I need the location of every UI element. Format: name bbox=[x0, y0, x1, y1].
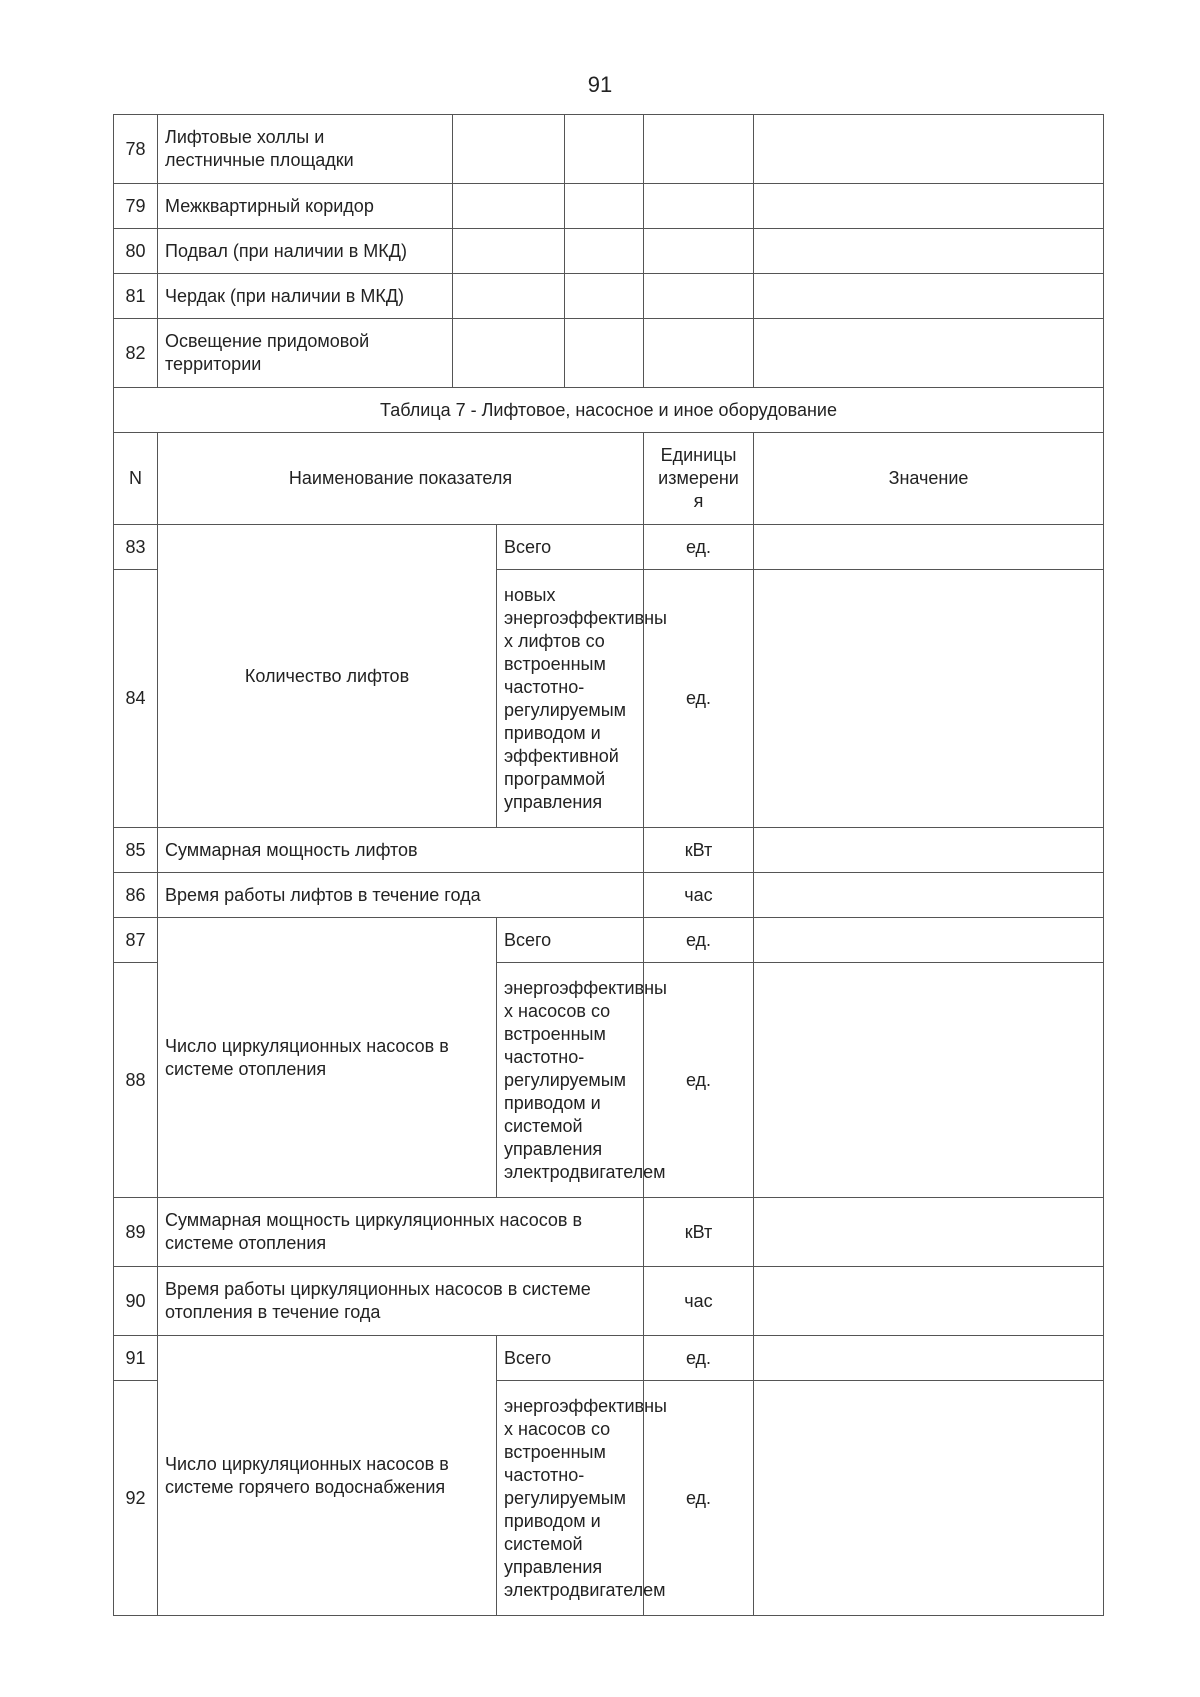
header-unit: Единицы измерени я bbox=[644, 433, 754, 525]
indicator-name: Чердак (при наличии в МКД) bbox=[158, 274, 453, 319]
page-number: 91 bbox=[587, 72, 613, 97]
indicator-name: Подвал (при наличии в МКД) bbox=[158, 229, 453, 274]
empty-cell bbox=[644, 184, 754, 229]
row-number: 92 bbox=[114, 1381, 158, 1616]
table-row bbox=[114, 184, 1104, 229]
table-row bbox=[114, 1198, 1104, 1267]
empty-cell bbox=[565, 115, 644, 184]
table-row bbox=[114, 229, 1104, 274]
sub-label: энергоэффективны х насосов со встроенным частотно- регулируемым приводом и системой управления электродвигателем bbox=[497, 1381, 644, 1616]
value-cell bbox=[754, 963, 1104, 1198]
sub-label: новых энергоэффективны х лифтов со встроенным частотно- регулируемым приводом и эффективной программой управления bbox=[497, 570, 644, 828]
empty-cell bbox=[453, 319, 565, 388]
sub-label: Всего bbox=[497, 918, 644, 963]
row-number: 90 bbox=[114, 1267, 158, 1336]
indicator-name: Лифтовые холлы и лестничные площадки bbox=[158, 115, 453, 184]
empty-cell bbox=[754, 115, 1104, 184]
indicator-name: Время работы циркуляционных насосов в системе отопления в течение года bbox=[158, 1267, 644, 1336]
unit-cell: кВт bbox=[644, 828, 754, 873]
indicator-name: Суммарная мощность циркуляционных насосов в системе отопления bbox=[158, 1198, 644, 1267]
row-number: 84 bbox=[114, 570, 158, 828]
value-cell bbox=[754, 1198, 1104, 1267]
row-number: 79 bbox=[114, 184, 158, 229]
table-row bbox=[114, 918, 1104, 963]
unit-cell: ед. bbox=[644, 1381, 754, 1616]
row-number: 83 bbox=[114, 525, 158, 570]
sub-label: энергоэффективны х насосов со встроенным частотно- регулируемым приводом и системой управления электродвигателем bbox=[497, 963, 644, 1198]
empty-cell bbox=[453, 229, 565, 274]
empty-cell bbox=[754, 274, 1104, 319]
row-number: 82 bbox=[114, 319, 158, 388]
table-title: Таблица 7 - Лифтовое, насосное и иное оборудование bbox=[114, 388, 1104, 433]
group-label: Число циркуляционных насосов в системе отопления bbox=[158, 918, 497, 1198]
unit-cell: ед. bbox=[644, 918, 754, 963]
row-number: 85 bbox=[114, 828, 158, 873]
empty-cell bbox=[453, 274, 565, 319]
row-number: 87 bbox=[114, 918, 158, 963]
unit-cell: час bbox=[644, 1267, 754, 1336]
header-name: Наименование показателя bbox=[158, 433, 644, 525]
empty-cell bbox=[565, 229, 644, 274]
row-number: 88 bbox=[114, 963, 158, 1198]
table-row bbox=[114, 319, 1104, 388]
value-cell bbox=[754, 1336, 1104, 1381]
indicator-name: Время работы лифтов в течение года bbox=[158, 873, 644, 918]
sub-label: Всего bbox=[497, 525, 644, 570]
indicator-name: Суммарная мощность лифтов bbox=[158, 828, 644, 873]
value-cell bbox=[754, 1267, 1104, 1336]
row-number: 80 bbox=[114, 229, 158, 274]
header-value: Значение bbox=[754, 433, 1104, 525]
row-number: 86 bbox=[114, 873, 158, 918]
value-cell bbox=[754, 828, 1104, 873]
empty-cell bbox=[754, 229, 1104, 274]
indicator-name: Освещение придомовой территории bbox=[158, 319, 453, 388]
unit-cell: ед. bbox=[644, 963, 754, 1198]
table-title-row bbox=[114, 388, 1104, 433]
unit-cell: ед. bbox=[644, 525, 754, 570]
table-row bbox=[114, 828, 1104, 873]
table-row bbox=[114, 873, 1104, 918]
indicator-name: Межквартирный коридор bbox=[158, 184, 453, 229]
unit-cell: кВт bbox=[644, 1198, 754, 1267]
value-cell bbox=[754, 1381, 1104, 1616]
table-row bbox=[114, 274, 1104, 319]
row-number: 89 bbox=[114, 1198, 158, 1267]
empty-cell bbox=[644, 319, 754, 388]
table-row bbox=[114, 1336, 1104, 1381]
row-number: 78 bbox=[114, 115, 158, 184]
empty-cell bbox=[565, 274, 644, 319]
empty-cell bbox=[754, 319, 1104, 388]
group-label: Количество лифтов bbox=[158, 525, 497, 828]
empty-cell bbox=[644, 274, 754, 319]
value-cell bbox=[754, 525, 1104, 570]
empty-cell bbox=[644, 115, 754, 184]
value-cell bbox=[754, 570, 1104, 828]
value-cell bbox=[754, 918, 1104, 963]
empty-cell bbox=[565, 319, 644, 388]
document-table bbox=[113, 114, 1104, 1616]
table-row bbox=[114, 525, 1104, 570]
table-row bbox=[114, 115, 1104, 184]
empty-cell bbox=[565, 184, 644, 229]
row-number: 81 bbox=[114, 274, 158, 319]
header-number: N bbox=[114, 433, 158, 525]
unit-cell: ед. bbox=[644, 570, 754, 828]
unit-cell: час bbox=[644, 873, 754, 918]
empty-cell bbox=[453, 115, 565, 184]
empty-cell bbox=[453, 184, 565, 229]
header-row bbox=[114, 433, 1104, 525]
empty-cell bbox=[644, 229, 754, 274]
table-row bbox=[114, 1267, 1104, 1336]
group-label: Число циркуляционных насосов в системе горячего водоснабжения bbox=[158, 1336, 497, 1616]
value-cell bbox=[754, 873, 1104, 918]
row-number: 91 bbox=[114, 1336, 158, 1381]
empty-cell bbox=[754, 184, 1104, 229]
sub-label: Всего bbox=[497, 1336, 644, 1381]
unit-cell: ед. bbox=[644, 1336, 754, 1381]
